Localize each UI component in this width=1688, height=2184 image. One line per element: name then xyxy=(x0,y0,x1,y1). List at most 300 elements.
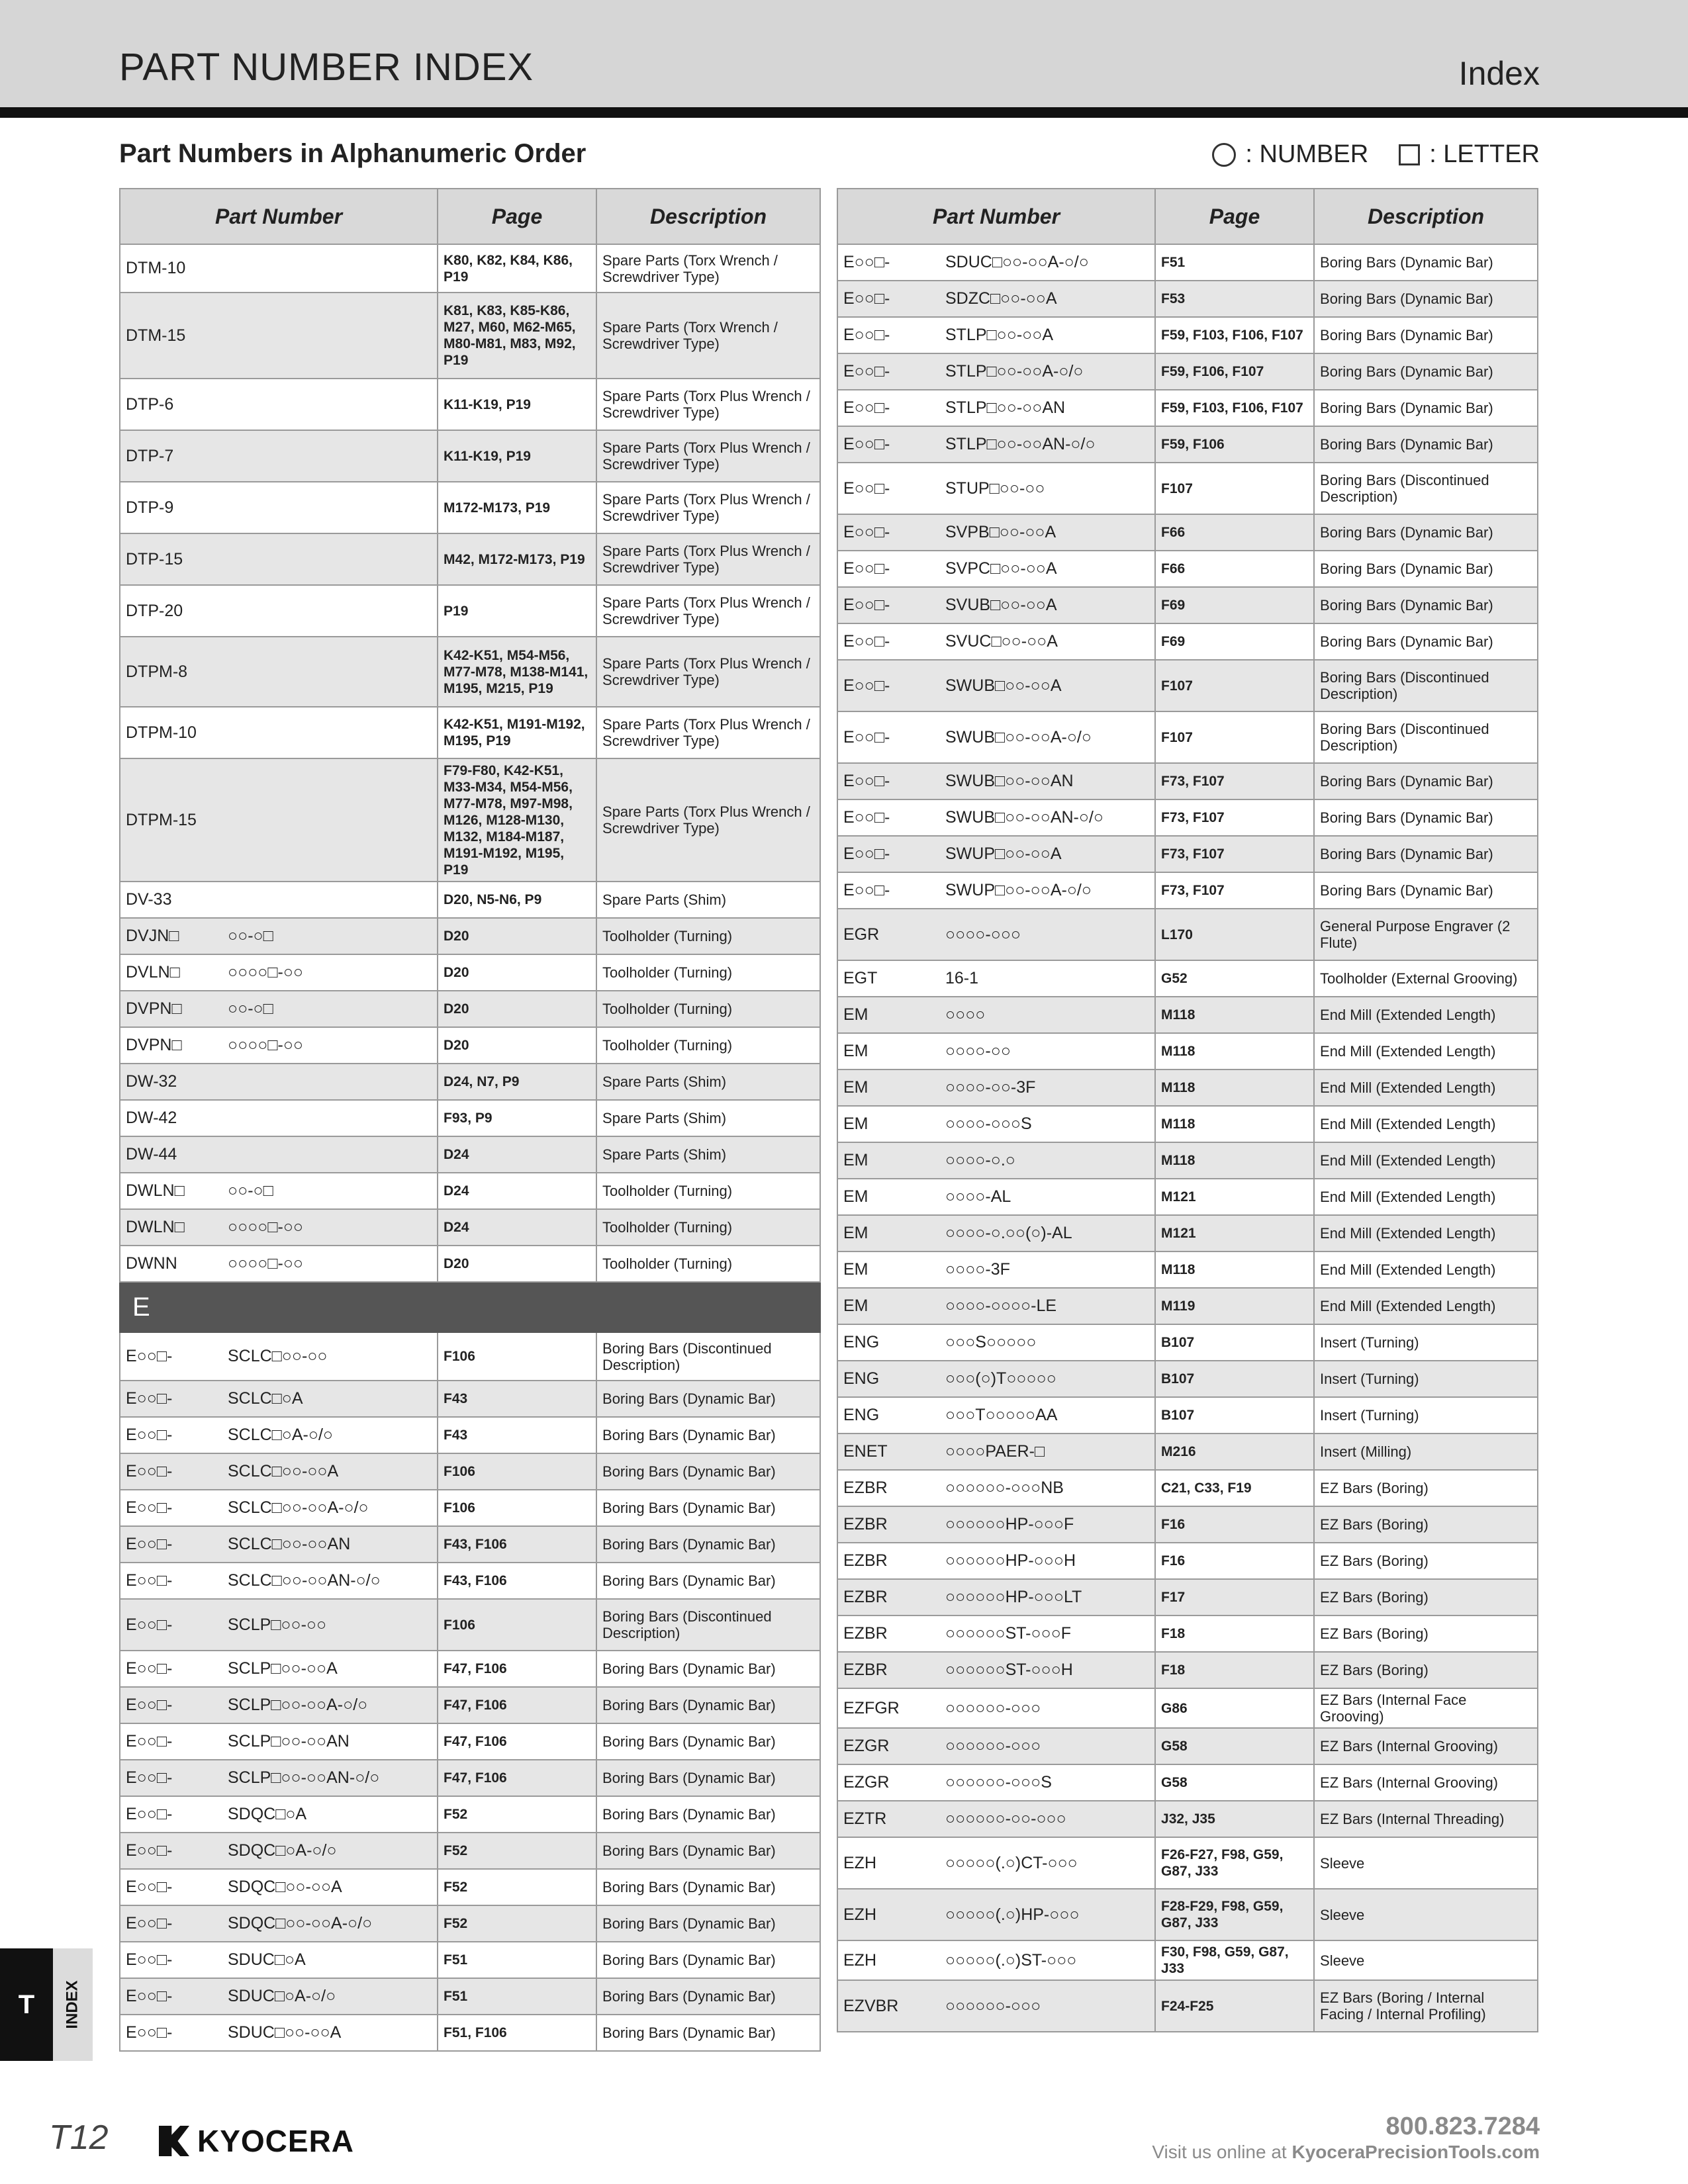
table-row xyxy=(120,1687,820,1723)
page-cell: D20 xyxy=(438,954,596,991)
page-cell: K42-K51, M191-M192, M195, P19 xyxy=(438,707,596,758)
part-suffix-cell: ○○-○□ xyxy=(222,991,438,1027)
part-suffix-cell: ○○○○□-○○ xyxy=(222,1027,438,1064)
part-suffix-cell: ○○○○-○.○○(○)-AL xyxy=(940,1215,1155,1251)
page-cell: F59, F103, F106, F107 xyxy=(1155,317,1314,353)
part-prefix-cell: DTPM-8 xyxy=(120,637,222,707)
table-row xyxy=(837,623,1538,660)
description-cell: EZ Bars (Boring) xyxy=(1314,1506,1538,1543)
part-suffix-cell: SWUB□○○-○○A-○/○ xyxy=(940,711,1155,763)
part-suffix-cell: ○○-○□ xyxy=(222,918,438,954)
part-prefix-cell: DTPM-15 xyxy=(120,758,222,882)
table-row xyxy=(837,1215,1538,1251)
page-cell: M172-M173, P19 xyxy=(438,482,596,533)
description-cell: Insert (Turning) xyxy=(1314,1397,1538,1433)
page-cell: F47, F106 xyxy=(438,1760,596,1796)
page-cell: F16 xyxy=(1155,1543,1314,1579)
table-row xyxy=(837,1251,1538,1288)
index-table-left xyxy=(119,188,821,2052)
part-prefix-cell: DTP-20 xyxy=(120,585,222,637)
part-suffix-cell: ○○○○-○○ xyxy=(940,1033,1155,1069)
page-cell: F43 xyxy=(438,1417,596,1453)
description-cell: Boring Bars (Dynamic Bar) xyxy=(1314,763,1538,799)
table-row xyxy=(837,660,1538,711)
description-cell: Boring Bars (Dynamic Bar) xyxy=(596,1687,820,1723)
part-prefix-cell: EM xyxy=(837,1251,940,1288)
part-suffix-cell xyxy=(222,707,438,758)
part-suffix-cell: ○○○○○○HP-○○○LT xyxy=(940,1579,1155,1615)
part-prefix-cell: EM xyxy=(837,1142,940,1179)
page-cell: F106 xyxy=(438,1453,596,1490)
table-row xyxy=(837,463,1538,514)
website-link[interactable]: KyoceraPrecisionTools.com xyxy=(1291,2142,1540,2162)
description-cell: Spare Parts (Shim) xyxy=(596,1064,820,1100)
description-cell: Boring Bars (Dynamic Bar) xyxy=(596,1490,820,1526)
part-prefix-cell: DWLN□ xyxy=(120,1209,222,1246)
part-suffix-cell: 16-1 xyxy=(940,960,1155,997)
part-prefix-cell: E○○□- xyxy=(120,1453,222,1490)
part-suffix-cell: ○○○○-○.○ xyxy=(940,1142,1155,1179)
part-prefix-cell: E○○□- xyxy=(120,1381,222,1417)
page-cell: F24-F25 xyxy=(1155,1980,1314,2032)
part-suffix-cell xyxy=(222,585,438,637)
legend-letter-label: : LETTER xyxy=(1429,140,1540,168)
page-cell: F47, F106 xyxy=(438,1651,596,1687)
part-prefix-cell: EM xyxy=(837,1106,940,1142)
table-row xyxy=(837,514,1538,551)
part-prefix-cell: ENG xyxy=(837,1361,940,1397)
column-header-description: Description xyxy=(1314,189,1538,244)
table-row xyxy=(837,1324,1538,1361)
part-suffix-cell: SCLP□○○-○○A-○/○ xyxy=(222,1687,438,1723)
description-cell: Boring Bars (Dynamic Bar) xyxy=(596,1978,820,2015)
description-cell: Spare Parts (Shim) xyxy=(596,1136,820,1173)
table-row xyxy=(120,379,820,430)
page-cell: B107 xyxy=(1155,1361,1314,1397)
part-prefix-cell: E○○□- xyxy=(837,426,940,463)
description-cell: Boring Bars (Dynamic Bar) xyxy=(1314,551,1538,587)
part-suffix-cell: SWUB□○○-○○A xyxy=(940,660,1155,711)
part-prefix-cell: EZBR xyxy=(837,1579,940,1615)
part-suffix-cell: ○○○○○○-○○○ xyxy=(940,1980,1155,2032)
part-prefix-cell: DV-33 xyxy=(120,882,222,918)
kyocera-logo-icon xyxy=(159,2126,189,2156)
table-row xyxy=(120,707,820,758)
page-cell: M118 xyxy=(1155,1033,1314,1069)
table-row xyxy=(837,1728,1538,1764)
square-icon xyxy=(1399,144,1420,165)
page-number: T12 xyxy=(49,2118,109,2157)
page-cell: M121 xyxy=(1155,1215,1314,1251)
part-suffix-cell: ○○○T○○○○○AA xyxy=(940,1397,1155,1433)
page-cell: D24 xyxy=(438,1209,596,1246)
part-prefix-cell: E○○□- xyxy=(120,1978,222,2015)
part-prefix-cell: EM xyxy=(837,997,940,1033)
table-row xyxy=(120,1173,820,1209)
description-cell: Boring Bars (Discontinued Description) xyxy=(596,1599,820,1651)
page-title: PART NUMBER INDEX xyxy=(119,46,534,89)
description-cell: Boring Bars (Dynamic Bar) xyxy=(1314,587,1538,623)
page-cell: F107 xyxy=(1155,463,1314,514)
table-row xyxy=(837,426,1538,463)
page-cell: F43, F106 xyxy=(438,1526,596,1563)
description-cell: Spare Parts (Torx Plus Wrench / Screwdriver Type) xyxy=(596,430,820,482)
description-cell: EZ Bars (Boring / Internal Facing / Internal Profiling) xyxy=(1314,1980,1538,2032)
table-row xyxy=(120,1100,820,1136)
part-prefix-cell: E○○□- xyxy=(120,1417,222,1453)
part-prefix-cell: E○○□- xyxy=(837,587,940,623)
table-row xyxy=(837,997,1538,1033)
page-cell: M118 xyxy=(1155,997,1314,1033)
description-cell: Boring Bars (Dynamic Bar) xyxy=(596,1417,820,1453)
part-suffix-cell: ○○○○-○○○ xyxy=(940,909,1155,960)
table-row xyxy=(837,836,1538,872)
part-prefix-cell: E○○□- xyxy=(837,281,940,317)
part-prefix-cell: EM xyxy=(837,1033,940,1069)
page-cell: F26-F27, F98, G59, G87, J33 xyxy=(1155,1837,1314,1889)
description-cell: Toolholder (Turning) xyxy=(596,1246,820,1282)
table-row xyxy=(120,758,820,882)
part-prefix-cell: DVLN□ xyxy=(120,954,222,991)
table-row xyxy=(837,1579,1538,1615)
part-prefix-cell: ENET xyxy=(837,1433,940,1470)
page-cell: B107 xyxy=(1155,1397,1314,1433)
part-suffix-cell: ○○○○○○-○○○NB xyxy=(940,1470,1155,1506)
table-row xyxy=(837,799,1538,836)
description-cell: Boring Bars (Dynamic Bar) xyxy=(1314,514,1538,551)
page-cell: F106 xyxy=(438,1599,596,1651)
part-suffix-cell: ○○○○○○HP-○○○H xyxy=(940,1543,1155,1579)
part-prefix-cell: E○○□- xyxy=(837,836,940,872)
part-suffix-cell: STLP□○○-○○A xyxy=(940,317,1155,353)
part-suffix-cell: ○○○○ xyxy=(940,997,1155,1033)
website-line xyxy=(1152,2142,1540,2163)
page-cell: F28-F29, F98, G59, G87, J33 xyxy=(1155,1889,1314,1940)
table-row xyxy=(120,991,820,1027)
table-row xyxy=(120,1209,820,1246)
table-row xyxy=(837,711,1538,763)
column-header-description: Description xyxy=(596,189,820,244)
table-row xyxy=(120,1942,820,1978)
table-row xyxy=(120,585,820,637)
part-suffix-cell: SCLC□○○-○○ xyxy=(222,1332,438,1381)
part-prefix-cell: DTPM-10 xyxy=(120,707,222,758)
table-row xyxy=(837,1179,1538,1215)
section-letter: E xyxy=(120,1282,820,1332)
table-row xyxy=(120,1381,820,1417)
part-prefix-cell: DW-32 xyxy=(120,1064,222,1100)
page-cell: G58 xyxy=(1155,1728,1314,1764)
table-row xyxy=(837,1142,1538,1179)
part-prefix-cell: EZFGR xyxy=(837,1688,940,1728)
page-cell: P19 xyxy=(438,585,596,637)
description-cell: Boring Bars (Dynamic Bar) xyxy=(596,1760,820,1796)
part-prefix-cell: E○○□- xyxy=(120,1563,222,1599)
table-row xyxy=(837,317,1538,353)
part-prefix-cell: E○○□- xyxy=(837,799,940,836)
part-suffix-cell: SCLC□○○-○○A xyxy=(222,1453,438,1490)
description-cell: Spare Parts (Shim) xyxy=(596,882,820,918)
table-row xyxy=(837,1940,1538,1980)
part-suffix-cell: SCLC□○○-○○A-○/○ xyxy=(222,1490,438,1526)
part-prefix-cell: EZH xyxy=(837,1837,940,1889)
description-cell: Boring Bars (Dynamic Bar) xyxy=(1314,281,1538,317)
header-rule xyxy=(0,107,1688,118)
table-header-row xyxy=(120,189,820,244)
side-tab-label: INDEX xyxy=(64,1980,82,2029)
subheading: Part Numbers in Alphanumeric Order xyxy=(119,139,586,168)
part-prefix-cell: E○○□- xyxy=(837,660,940,711)
table-row xyxy=(837,1688,1538,1728)
table-row xyxy=(837,353,1538,390)
part-prefix-cell: EZGR xyxy=(837,1764,940,1801)
description-cell: Boring Bars (Dynamic Bar) xyxy=(1314,872,1538,909)
description-cell: Spare Parts (Torx Wrench / Screwdriver Type) xyxy=(596,293,820,379)
description-cell: General Purpose Engraver (2 Flute) xyxy=(1314,909,1538,960)
description-cell: Spare Parts (Torx Plus Wrench / Screwdriver Type) xyxy=(596,637,820,707)
page-cell: F106 xyxy=(438,1332,596,1381)
table-row xyxy=(120,293,820,379)
part-prefix-cell: E○○□- xyxy=(120,1869,222,1905)
page-cell: M121 xyxy=(1155,1179,1314,1215)
description-cell: Boring Bars (Dynamic Bar) xyxy=(596,1723,820,1760)
page-cell: F16 xyxy=(1155,1506,1314,1543)
description-cell: EZ Bars (Internal Grooving) xyxy=(1314,1728,1538,1764)
part-prefix-cell: E○○□- xyxy=(120,1760,222,1796)
part-prefix-cell: ENG xyxy=(837,1397,940,1433)
description-cell: Spare Parts (Torx Plus Wrench / Screwdriver Type) xyxy=(596,758,820,882)
page-cell: L170 xyxy=(1155,909,1314,960)
table-row xyxy=(837,390,1538,426)
part-prefix-cell: EGR xyxy=(837,909,940,960)
column-header-page: Page xyxy=(438,189,596,244)
table-row xyxy=(837,1615,1538,1652)
table-row xyxy=(120,918,820,954)
part-suffix-cell: ○○○○PAER-□ xyxy=(940,1433,1155,1470)
table-row xyxy=(120,1905,820,1942)
page-cell: F79-F80, K42-K51, M33-M34, M54-M56, M77-M78, M97-M98, M126, M128-M130, M132, M184-M187, M191-M192, M195, P19 xyxy=(438,758,596,882)
page-cell: F47, F106 xyxy=(438,1687,596,1723)
page-cell: F47, F106 xyxy=(438,1723,596,1760)
part-prefix-cell: DTM-15 xyxy=(120,293,222,379)
part-prefix-cell: EZTR xyxy=(837,1801,940,1837)
table-row xyxy=(120,1417,820,1453)
description-cell: Boring Bars (Dynamic Bar) xyxy=(1314,426,1538,463)
side-tab-label-box xyxy=(53,1948,93,2061)
description-cell: Boring Bars (Dynamic Bar) xyxy=(596,2015,820,2051)
table-row xyxy=(120,482,820,533)
description-cell: Boring Bars (Dynamic Bar) xyxy=(1314,799,1538,836)
page-cell: F52 xyxy=(438,1869,596,1905)
page-cell: K80, K82, K84, K86, P19 xyxy=(438,244,596,293)
symbol-legend xyxy=(1212,140,1540,169)
table-row xyxy=(120,1796,820,1833)
page-cell: F106 xyxy=(438,1490,596,1526)
table-row xyxy=(120,2015,820,2051)
page-cell: F30, F98, G59, G87, J33 xyxy=(1155,1940,1314,1980)
description-cell: EZ Bars (Boring) xyxy=(1314,1579,1538,1615)
page-cell: D20 xyxy=(438,1246,596,1282)
table-row xyxy=(120,1978,820,2015)
description-cell: End Mill (Extended Length) xyxy=(1314,1069,1538,1106)
description-cell: Spare Parts (Torx Plus Wrench / Screwdriver Type) xyxy=(596,533,820,585)
part-suffix-cell: SCLC□○○-○○AN-○/○ xyxy=(222,1563,438,1599)
table-row xyxy=(837,1069,1538,1106)
description-cell: End Mill (Extended Length) xyxy=(1314,1033,1538,1069)
table-row xyxy=(120,1526,820,1563)
part-suffix-cell: ○○○S○○○○○ xyxy=(940,1324,1155,1361)
part-suffix-cell: SVUC□○○-○○A xyxy=(940,623,1155,660)
table-row xyxy=(837,763,1538,799)
page-cell: F51 xyxy=(438,1942,596,1978)
part-prefix-cell: E○○□- xyxy=(120,1796,222,1833)
description-cell: EZ Bars (Boring) xyxy=(1314,1652,1538,1688)
part-suffix-cell xyxy=(222,379,438,430)
table-row xyxy=(837,1652,1538,1688)
description-cell: End Mill (Extended Length) xyxy=(1314,1215,1538,1251)
page-cell: D24, N7, P9 xyxy=(438,1064,596,1100)
table-row xyxy=(837,1801,1538,1837)
description-cell: EZ Bars (Internal Grooving) xyxy=(1314,1764,1538,1801)
page-cell: F73, F107 xyxy=(1155,763,1314,799)
page-cell: F69 xyxy=(1155,587,1314,623)
index-table-right xyxy=(837,188,1538,2032)
table-row xyxy=(837,1764,1538,1801)
part-suffix-cell xyxy=(222,882,438,918)
description-cell: Spare Parts (Shim) xyxy=(596,1100,820,1136)
part-suffix-cell xyxy=(222,1100,438,1136)
part-suffix-cell xyxy=(222,293,438,379)
part-suffix-cell xyxy=(222,1136,438,1173)
page-cell: G52 xyxy=(1155,960,1314,997)
description-cell: Boring Bars (Dynamic Bar) xyxy=(1314,244,1538,281)
table-row xyxy=(837,1506,1538,1543)
part-suffix-cell: SDZC□○○-○○A xyxy=(940,281,1155,317)
part-suffix-cell: ○○○○□-○○ xyxy=(222,954,438,991)
table-row xyxy=(837,872,1538,909)
part-suffix-cell: SCLC□○A-○/○ xyxy=(222,1417,438,1453)
part-prefix-cell: EZBR xyxy=(837,1652,940,1688)
part-prefix-cell: EZH xyxy=(837,1889,940,1940)
part-suffix-cell: SDUC□○○-○○A-○/○ xyxy=(940,244,1155,281)
side-tab-letter: T xyxy=(0,1948,53,2061)
description-cell: Toolholder (Turning) xyxy=(596,1209,820,1246)
table-row xyxy=(837,960,1538,997)
page-cell: F73, F107 xyxy=(1155,872,1314,909)
page-cell: F51 xyxy=(1155,244,1314,281)
description-cell: Spare Parts (Torx Wrench / Screwdriver Type) xyxy=(596,244,820,293)
part-prefix-cell: EM xyxy=(837,1179,940,1215)
part-suffix-cell: SCLP□○○-○○AN xyxy=(222,1723,438,1760)
circle-icon xyxy=(1212,143,1236,167)
part-prefix-cell: DTP-15 xyxy=(120,533,222,585)
part-prefix-cell: DVPN□ xyxy=(120,1027,222,1064)
part-suffix-cell: ○○○○○○ST-○○○F xyxy=(940,1615,1155,1652)
column-header-page: Page xyxy=(1155,189,1314,244)
description-cell: Toolholder (Turning) xyxy=(596,1173,820,1209)
section-divider xyxy=(120,1282,820,1332)
part-suffix-cell: SDQC□○A-○/○ xyxy=(222,1833,438,1869)
part-prefix-cell: E○○□- xyxy=(837,317,940,353)
part-suffix-cell: SWUP□○○-○○A xyxy=(940,836,1155,872)
part-prefix-cell: E○○□- xyxy=(120,1723,222,1760)
description-cell: Boring Bars (Dynamic Bar) xyxy=(596,1381,820,1417)
part-suffix-cell: SWUP□○○-○○A-○/○ xyxy=(940,872,1155,909)
page-cell: D24 xyxy=(438,1173,596,1209)
table-row xyxy=(120,1136,820,1173)
page-cell: F66 xyxy=(1155,551,1314,587)
description-cell: Boring Bars (Discontinued Description) xyxy=(1314,463,1538,514)
kyocera-logo xyxy=(159,2123,354,2159)
table-row xyxy=(120,1246,820,1282)
page-cell: F43 xyxy=(438,1381,596,1417)
part-suffix-cell: SVUB□○○-○○A xyxy=(940,587,1155,623)
part-prefix-cell: DVJN□ xyxy=(120,918,222,954)
part-prefix-cell: E○○□- xyxy=(120,1687,222,1723)
part-prefix-cell: E○○□- xyxy=(837,711,940,763)
page-cell: F59, F106 xyxy=(1155,426,1314,463)
part-suffix-cell: ○○○○○○-○○○ xyxy=(940,1728,1155,1764)
page-cell: F93, P9 xyxy=(438,1100,596,1136)
table-row xyxy=(837,1433,1538,1470)
part-suffix-cell: STLP□○○-○○AN-○/○ xyxy=(940,426,1155,463)
page-cell: K11-K19, P19 xyxy=(438,430,596,482)
table-row xyxy=(120,1064,820,1100)
part-prefix-cell: EGT xyxy=(837,960,940,997)
table-row xyxy=(120,954,820,991)
part-suffix-cell: ○○○○○○ST-○○○H xyxy=(940,1652,1155,1688)
table-row xyxy=(837,1470,1538,1506)
page-cell: F69 xyxy=(1155,623,1314,660)
part-suffix-cell xyxy=(222,637,438,707)
description-cell: Boring Bars (Dynamic Bar) xyxy=(596,1905,820,1942)
part-suffix-cell: STUP□○○-○○ xyxy=(940,463,1155,514)
page-cell: F52 xyxy=(438,1796,596,1833)
part-prefix-cell: EZVBR xyxy=(837,1980,940,2032)
part-suffix-cell: ○○○○○○HP-○○○F xyxy=(940,1506,1155,1543)
part-suffix-cell: SDQC□○A xyxy=(222,1796,438,1833)
part-prefix-cell: DTP-9 xyxy=(120,482,222,533)
part-prefix-cell: E○○□- xyxy=(120,1942,222,1978)
part-suffix-cell: ○○○○○(.○)ST-○○○ xyxy=(940,1940,1155,1980)
page-cell: F107 xyxy=(1155,660,1314,711)
part-prefix-cell: DTP-7 xyxy=(120,430,222,482)
description-cell: Toolholder (External Grooving) xyxy=(1314,960,1538,997)
part-suffix-cell: SCLP□○○-○○A xyxy=(222,1651,438,1687)
page-cell: F53 xyxy=(1155,281,1314,317)
part-prefix-cell: DW-42 xyxy=(120,1100,222,1136)
table-row xyxy=(120,1453,820,1490)
part-suffix-cell: STLP□○○-○○A-○/○ xyxy=(940,353,1155,390)
table-row xyxy=(120,1490,820,1526)
page-cell: M119 xyxy=(1155,1288,1314,1324)
description-cell: Boring Bars (Dynamic Bar) xyxy=(1314,623,1538,660)
description-cell: Toolholder (Turning) xyxy=(596,991,820,1027)
part-suffix-cell: ○○○○□-○○ xyxy=(222,1209,438,1246)
description-cell: Boring Bars (Discontinued Description) xyxy=(1314,711,1538,763)
part-prefix-cell: EZBR xyxy=(837,1506,940,1543)
table-row xyxy=(837,1361,1538,1397)
description-cell: Toolholder (Turning) xyxy=(596,918,820,954)
page-cell: D20 xyxy=(438,991,596,1027)
table-row xyxy=(837,1837,1538,1889)
description-cell: End Mill (Extended Length) xyxy=(1314,1251,1538,1288)
part-suffix-cell: SDQC□○○-○○A-○/○ xyxy=(222,1905,438,1942)
description-cell: Toolholder (Turning) xyxy=(596,954,820,991)
page-cell: M118 xyxy=(1155,1142,1314,1179)
part-prefix-cell: E○○□- xyxy=(120,2015,222,2051)
page-cell: D24 xyxy=(438,1136,596,1173)
